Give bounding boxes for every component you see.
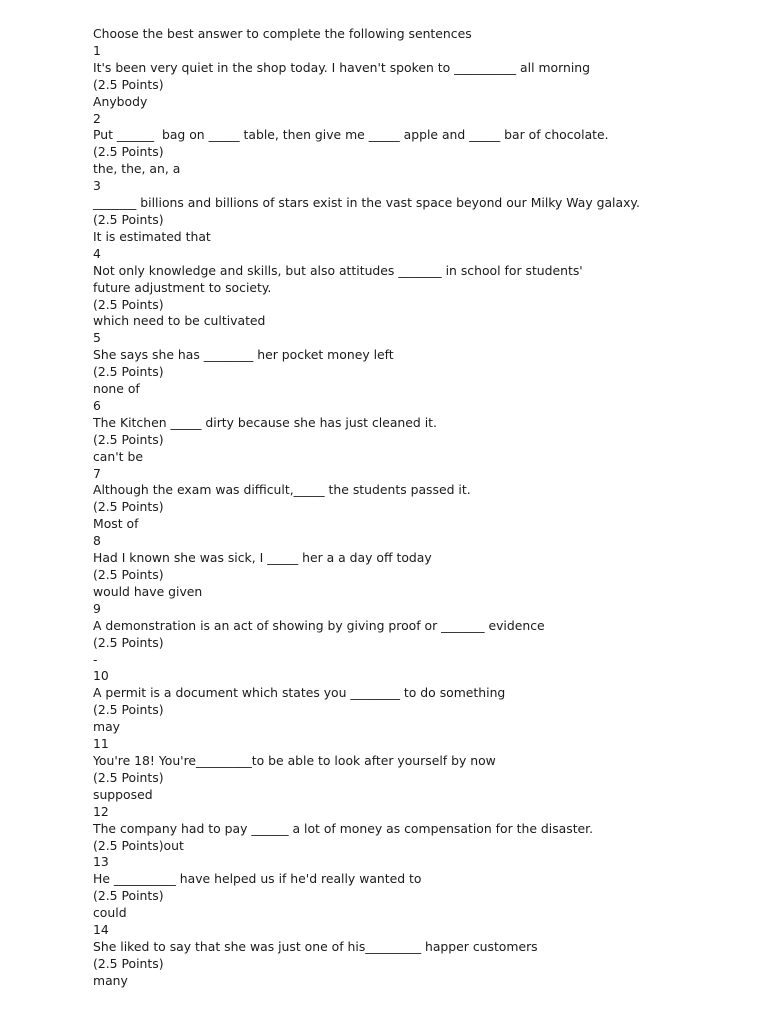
- question-text: Although the exam was difficult,_____ the students passed it.: [93, 482, 471, 498]
- question-points: (2.5 Points): [93, 567, 164, 582]
- question-text: Not only knowledge and skills, but also attitudes _______ in school for students' future adjustment to society.: [93, 262, 587, 295]
- question-number: 8: [93, 533, 101, 549]
- question-number: 1: [93, 42, 101, 58]
- question-text: A permit is a document which states you ________ to do something: [93, 685, 506, 701]
- question-answer: could: [93, 905, 127, 921]
- question-answer: may: [93, 719, 120, 735]
- question-number: 3: [93, 178, 101, 194]
- question-5: [93, 330, 733, 398]
- question-text: Had I known she was sick, I _____ her a a day off today: [93, 550, 432, 566]
- question-number: 14: [93, 922, 109, 938]
- question-4: [93, 246, 733, 331]
- question-answer: many: [93, 972, 128, 988]
- question-number: 7: [93, 465, 101, 481]
- question-answer: supposed: [93, 786, 153, 802]
- question-number: 5: [93, 330, 101, 346]
- question-number: 12: [93, 803, 109, 819]
- question-text: You're 18! You're_________to be able to look after yourself by now: [93, 752, 496, 768]
- question-text: A demonstration is an act of showing by giving proof or _______ evidence: [93, 617, 545, 633]
- question-number: 11: [93, 736, 109, 752]
- question-points: (2.5 Points): [93, 888, 164, 904]
- question-text: It's been very quiet in the shop today. I haven't spoken to __________ all morning: [93, 59, 590, 75]
- question-2: [93, 111, 733, 179]
- question-answer: the, the, an, a: [93, 161, 181, 177]
- question-answer: Anybody: [93, 93, 148, 109]
- question-1: [93, 43, 733, 111]
- question-answer: none of: [93, 381, 140, 397]
- question-points: (2.5 Points): [93, 211, 164, 227]
- quiz-document: [93, 26, 733, 990]
- question-answer: It is estimated that: [93, 228, 211, 244]
- question-7: [93, 466, 733, 534]
- question-8: [93, 533, 733, 601]
- question-3: [93, 178, 733, 246]
- question-points: (2.5 Points): [93, 702, 164, 718]
- question-text: The Kitchen _____ dirty because she has just cleaned it.: [93, 414, 437, 430]
- question-text: _______ billions and billions of stars exist in the vast space beyond our Milky Way galaxy.: [93, 195, 640, 211]
- question-points: (2.5 Points): [93, 769, 164, 785]
- question-6: [93, 398, 733, 466]
- question-text: Put ______ bag on _____ table, then give me _____ apple and _____ bar of chocolate.: [93, 127, 609, 143]
- question-10: [93, 668, 733, 736]
- question-answer: would have given: [93, 583, 203, 599]
- question-answer: Most of: [93, 516, 139, 532]
- question-text: She says she has ________ her pocket money left: [93, 347, 394, 363]
- question-points: (2.5 Points)out: [93, 837, 184, 853]
- question-number: 6: [93, 397, 101, 413]
- instruction-text: Choose the best answer to complete the following sentences: [93, 26, 472, 41]
- question-points: (2.5 Points): [93, 431, 164, 447]
- question-points: (2.5 Points): [93, 296, 164, 312]
- question-number: 4: [93, 245, 101, 261]
- question-answer: can't be: [93, 448, 143, 464]
- question-points: (2.5 Points): [93, 144, 164, 160]
- question-points: (2.5 Points): [93, 499, 164, 515]
- question-text: The company had to pay ______ a lot of money as compensation for the disaster.: [93, 820, 594, 836]
- question-number: 9: [93, 600, 101, 616]
- question-points: (2.5 Points): [93, 634, 164, 650]
- question-text: He __________ have helped us if he'd really wanted to: [93, 871, 422, 887]
- question-number: 2: [93, 110, 101, 126]
- question-12: [93, 804, 733, 855]
- question-13: [93, 854, 733, 922]
- question-9: [93, 601, 733, 669]
- question-points: (2.5 Points): [93, 364, 164, 380]
- question-points: (2.5 Points): [93, 76, 164, 92]
- question-14: [93, 922, 733, 990]
- question-answer: -: [93, 651, 98, 667]
- question-11: [93, 736, 733, 804]
- question-number: 10: [93, 668, 109, 684]
- question-answer: which need to be cultivated: [93, 313, 266, 329]
- question-points: (2.5 Points): [93, 955, 164, 971]
- question-number: 13: [93, 854, 109, 870]
- question-text: She liked to say that she was just one of his_________ happer customers: [93, 938, 538, 954]
